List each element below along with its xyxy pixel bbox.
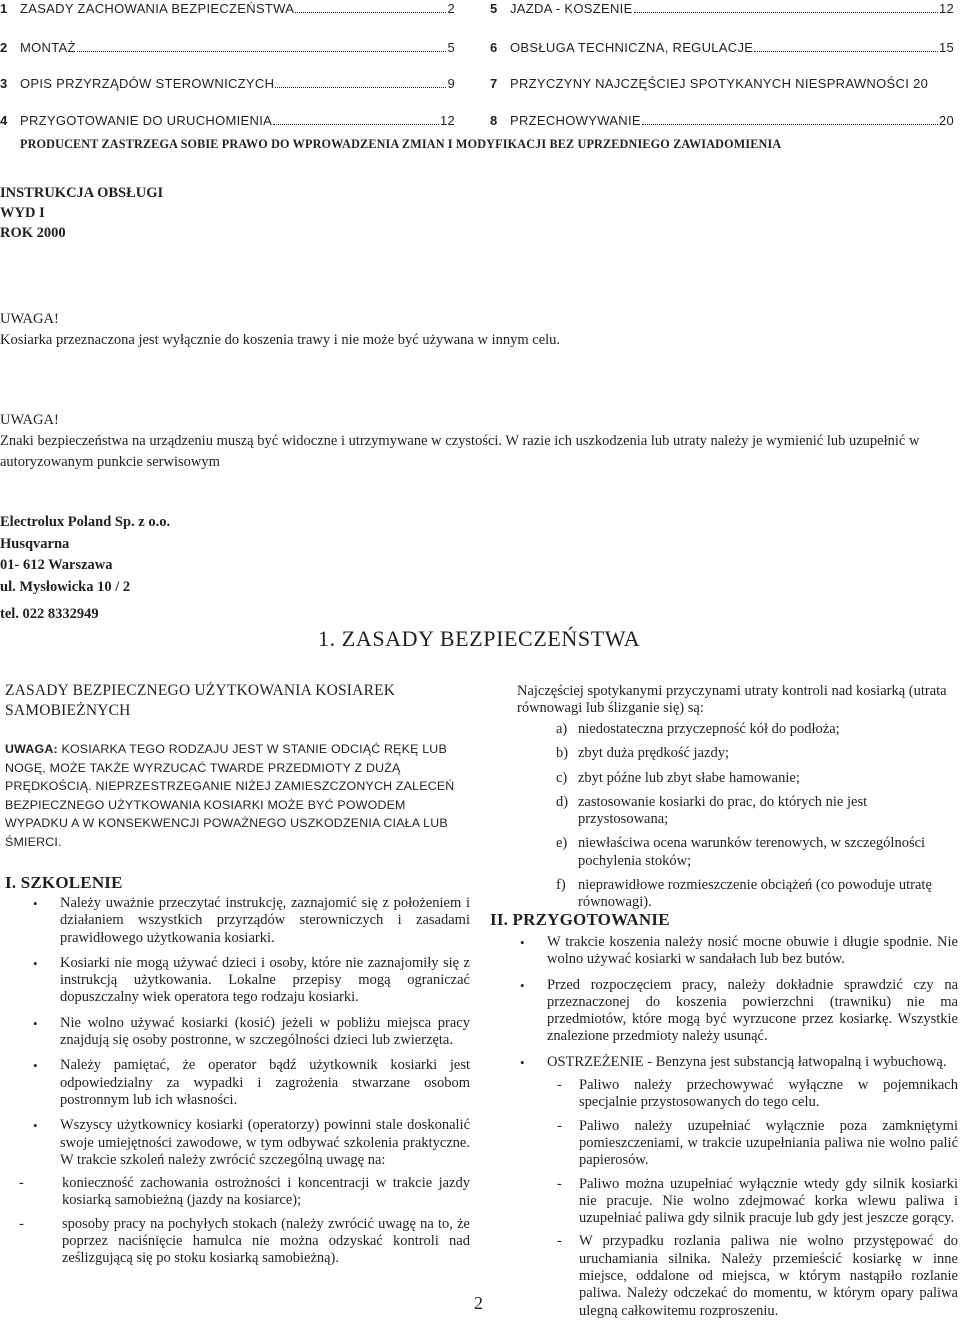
sub-list-item-text: sposoby pracy na pochyłych stokach (należy zwrócić uwagę na to, że poprzez naciśnięcie hamulca nie można odzyskać kontroli nad ześlizgującą się po stoku kosiarką samobieżną). — [62, 1215, 470, 1267]
sub-list-item — [497, 1233, 958, 1319]
cause-text: zbyt duża prędkość jazdy; — [578, 745, 729, 762]
manual-title-line: INSTRUKCJA OBSŁUGI — [0, 185, 164, 201]
company-address — [0, 512, 170, 626]
bullet-glyph: • — [520, 977, 525, 993]
manual-edition: WYD I — [0, 205, 45, 221]
cause-letter: b) — [556, 745, 569, 762]
section-heading-preparation: II. PRZYGOTOWANIE — [490, 910, 670, 929]
toc-title: PRZYGOTOWANIE DO URUCHOMIENIA — [20, 113, 273, 128]
cause-text: nieprawidłowe rozmieszczenie obciążeń (co powoduje utratę równowagi). — [578, 877, 932, 911]
toc-item-5[interactable] — [490, 1, 954, 16]
sub-list-item — [10, 1175, 470, 1210]
list-item-text: Nie wolno używać kosiarki (kosić) jeżeli w pobliżu miejsca pracy znajdują się osoby postronne, w szczególności dzieci lub zwierzęta. — [60, 1014, 470, 1049]
toc-item-2[interactable] — [0, 40, 455, 55]
toc-leader — [642, 115, 938, 125]
toc-leader — [754, 42, 938, 52]
list-item — [492, 934, 958, 969]
toc-title: ZASADY ZACHOWANIA BEZPIECZEŃSTWA — [20, 1, 295, 16]
cause-text: zbyt późne lub zbyt słabe hamowanie; — [578, 769, 800, 786]
warning-usage — [0, 309, 940, 351]
bullet-glyph: • — [520, 1054, 525, 1070]
sub-list-item-text: Paliwo należy przechowywać wyłączne w pojemnikach specjalnie przystosowanych do tego celu. — [579, 1077, 958, 1111]
toc-title: OBSŁUGA TECHNICZNA, REGULACJE — [510, 40, 754, 55]
toc-leader — [77, 42, 447, 52]
sub-list-item-text: Paliwo należy uzupełniać wyłącznie poza zamkniętymi pomieszczeniami, w trakcie uzupełniania paliwa nie wolno palić papierosów. — [579, 1117, 958, 1169]
list-item — [492, 977, 958, 1046]
bullet-glyph: • — [33, 1058, 38, 1074]
toc-number: 3 — [0, 76, 8, 91]
toc-page: 20 — [938, 113, 954, 128]
list-item-text: Wszyscy użytkownicy kosiarki (operatorzy) powinni stale doskonalić swoje umiejętności zawodowe, w tym odbywać szkolenia praktyczne. W trakcie szkoleń należy zwrócić szczególną uwagę na: — [60, 1117, 470, 1168]
toc-number: 2 — [0, 40, 8, 55]
subsection-heading: ZASADY BEZPIECZNEGO UŻYTKOWANIA KOSIAREK SAMOBIEŻNYCH — [5, 682, 396, 719]
page-number: 2 — [474, 1293, 483, 1313]
toc-page: 9 — [447, 76, 455, 91]
brand-name: Husqvarna — [0, 535, 70, 552]
list-item-text: Należy uważnie przeczytać instrukcję, zaznajomić się z położeniem i działaniem wszystkich przyrządów sterowniczych i zasadami prawidłowego użytkowania kosiarki. — [60, 895, 470, 946]
caps-warning-text: KOSIARKA TEGO RODZAJU JEST W STANIE ODCIĄĆ RĘKĘ LUB NOGĘ, MOŻE TAKŻE WYRZUCAĆ TWARDE PRZEDMIOTY Z DUŻĄ PRĘDKOŚCIĄ. NIEPRZESTRZEGANIE NIŻEJ ZAMIESZCZONYCH ZALECEŃ BEZPIECZNEGO UŻYTKOWANIA KOSIARKI MOŻE BYĆ POWODEM WYPADKU A W KONSEKWENCJI POWAŻNEGO USZKODZENIA CIAŁA LUB ŚMIERCI. — [5, 742, 455, 849]
sub-list-item — [497, 1118, 958, 1170]
section-heading-training: I. SZKOLENIE — [5, 873, 123, 892]
toc-page: 15 — [938, 40, 954, 55]
toc-leader — [275, 78, 446, 88]
cause-letter: d) — [556, 793, 569, 810]
toc-title: PRZECHOWYWANIE — [510, 113, 641, 128]
phone-number: tel. 022 8332949 — [0, 606, 99, 622]
toc-item-6[interactable] — [490, 40, 954, 55]
caps-warning — [5, 740, 470, 851]
bullet-glyph: • — [33, 1015, 38, 1031]
list-item — [5, 1057, 470, 1109]
warning-label: UWAGA! — [0, 311, 59, 327]
bullet-glyph: • — [33, 1118, 38, 1134]
section-title: 1. ZASADY BEZPIECZEŃSTWA — [318, 626, 641, 651]
list-item-text: W trakcie koszenia należy nosić mocne obuwie i długie spodnie. Nie wolno używać kosiarki w sandałach lub bez butów. — [547, 934, 958, 968]
toc-number: 4 — [0, 113, 8, 128]
dash-glyph: - — [19, 1175, 24, 1192]
toc-title: JAZDA - KOSZENIE — [510, 1, 633, 16]
cause-item — [556, 745, 960, 762]
list-item-text: Przed rozpoczęciem pracy, należy dokładnie sprawdzić czy na przeznaczonej do koszenia powierzchni (trawniku) nie ma przedmiotów, które mogą być wyrzucone przez kosiarkę. Wszystkie znalezione przedmioty należy usunąć. — [547, 976, 958, 1045]
cause-text: niewłaściwa ocena warunków terenowych, w szczególności pochylenia stoków; — [578, 835, 926, 869]
warning-safety-signs — [0, 410, 945, 473]
dash-glyph: - — [557, 1077, 562, 1094]
dash-glyph: - — [557, 1233, 562, 1250]
list-item — [5, 955, 470, 1007]
cause-text: niedostateczna przyczepność kół do podłoża; — [578, 721, 840, 737]
sub-list-item — [10, 1216, 470, 1268]
toc-leader — [634, 3, 938, 13]
toc-page: 12 — [938, 1, 954, 16]
sub-list-item-text: konieczność zachowania ostrożności i koncentracji w trakcie jazdy kosiarką samobieżną (jazdy na kosiarce); — [62, 1175, 470, 1209]
training-list — [5, 895, 470, 1276]
toc-page: 12 — [439, 113, 455, 128]
toc-item-3[interactable] — [0, 76, 455, 91]
toc-number: 5 — [490, 1, 498, 16]
cause-item — [556, 835, 960, 870]
toc-page: 2 — [447, 1, 455, 16]
toc-leader — [295, 3, 446, 13]
manual-title — [0, 183, 163, 243]
toc-title: OPIS PRZYRZĄDÓW STEROWNICZYCH — [20, 76, 275, 91]
cause-letter: e) — [556, 835, 568, 852]
list-item — [492, 1054, 958, 1320]
sub-list-item-text: W przypadku rozlania paliwa nie wolno przystępować do uruchamiania silnika. Należy przemieścić kosiarkę w inne miejsce, oddalone od miejsca, w którym nastąpiło rozlanie paliwa. Należy odczekać do momentu, w którym opary paliwa ulegną całkowitemu rozproszeniu. — [579, 1233, 958, 1319]
cause-item — [556, 794, 960, 829]
toc-leader — [273, 115, 439, 125]
toc-number: 7 — [490, 76, 498, 91]
bullet-glyph: • — [33, 896, 38, 911]
warning-label: UWAGA! — [0, 412, 59, 428]
preparation-list — [492, 934, 958, 1328]
toc-page: 20 — [913, 76, 929, 91]
dash-glyph: - — [557, 1117, 562, 1134]
cause-item — [556, 770, 960, 787]
cause-text: zastosowanie kosiarki do prac, do których nie jest przystosowana; — [578, 793, 868, 828]
address-street: ul. Mysłowicka 10 / 2 — [0, 578, 131, 595]
sub-list-item — [497, 1077, 958, 1112]
toc-number: 1 — [0, 1, 8, 16]
cause-item — [556, 877, 960, 912]
toc-item-7[interactable] — [490, 76, 954, 91]
loss-of-control-causes — [556, 721, 960, 919]
cause-letter: c) — [556, 769, 568, 786]
dash-glyph: - — [557, 1175, 562, 1192]
bullet-glyph: • — [33, 955, 38, 971]
toc-number: 8 — [490, 113, 498, 128]
cause-item — [556, 721, 960, 738]
manual-year: ROK 2000 — [0, 225, 66, 241]
list-item-text: Kosiarki nie mogą używać dzieci i osoby, które nie zaznajomiły się z instrukcją użytkowania. Lokalne przepisy mogą ograniczać dopuszczalny wiek operatora tego rodzaju kosiarki. — [60, 954, 470, 1006]
cause-letter: f) — [556, 877, 566, 894]
list-item-text: Należy pamiętać, że operator bądź użytkownik kosiarki jest odpowiedzialny za wypadki i zagrożenia stwarzane osobom postronnym lub ich własności. — [60, 1057, 470, 1108]
toc-item-1[interactable] — [0, 1, 455, 16]
bullet-glyph: • — [520, 935, 525, 950]
list-item — [5, 1117, 470, 1267]
sub-list-item — [497, 1176, 958, 1228]
loss-of-control-intro: Najczęściej spotykanymi przyczynami utraty kontroli nad kosiarką (utrata równowagi lub ślizganie się) są: — [517, 683, 947, 717]
toc-item-4[interactable] — [0, 113, 455, 128]
toc-title: PRZYCZYNY NAJCZĘŚCIEJ SPOTYKANYCH NIESPRAWNOŚCI — [510, 76, 910, 91]
toc-item-8[interactable] — [490, 113, 954, 128]
modification-notice: PRODUCENT ZASTRZEGA SOBIE PRAWO DO WPROWADZENIA ZMIAN I MODYFIKACJI BEZ UPRZEDNIEGO ZAWIADOMIENIA — [20, 137, 782, 151]
toc-page: 5 — [447, 40, 455, 55]
list-item — [5, 1015, 470, 1050]
caps-warning-label: UWAGA: — [5, 742, 58, 756]
list-item-text: OSTRZEŻENIE - Benzyna jest substancją łatwopalną i wybuchową. — [547, 1053, 947, 1070]
warning-text: Kosiarka przeznaczona jest wyłącznie do koszenia trawy i nie może być używana w innym celu. — [0, 332, 561, 348]
warning-text: Znaki bezpieczeństwa na urządzeniu muszą być widoczne i utrzymywane w czystości. W razie ich uszkodzenia lub utraty należy je wymienić lub uzupełnić w autoryzowanym punkcie serwisowym — [0, 433, 920, 470]
list-item — [5, 895, 470, 947]
cause-letter: a) — [556, 721, 568, 737]
toc-title: MONTAŻ — [20, 40, 76, 55]
sub-list-item-text: Paliwo można uzupełniać wyłącznie wtedy gdy silnik kosiarki nie pracuje. Nie wolno zdejmować korka wlewu paliwa i uzupełniać paliwa gdy silnik pracuje lub gdy jest jeszcze gorący. — [579, 1175, 958, 1227]
toc-number: 6 — [490, 40, 498, 55]
address-city: 01- 612 Warszawa — [0, 557, 113, 573]
company-name: Electrolux Poland Sp. z o.o. — [0, 514, 171, 530]
dash-glyph: - — [19, 1215, 24, 1232]
